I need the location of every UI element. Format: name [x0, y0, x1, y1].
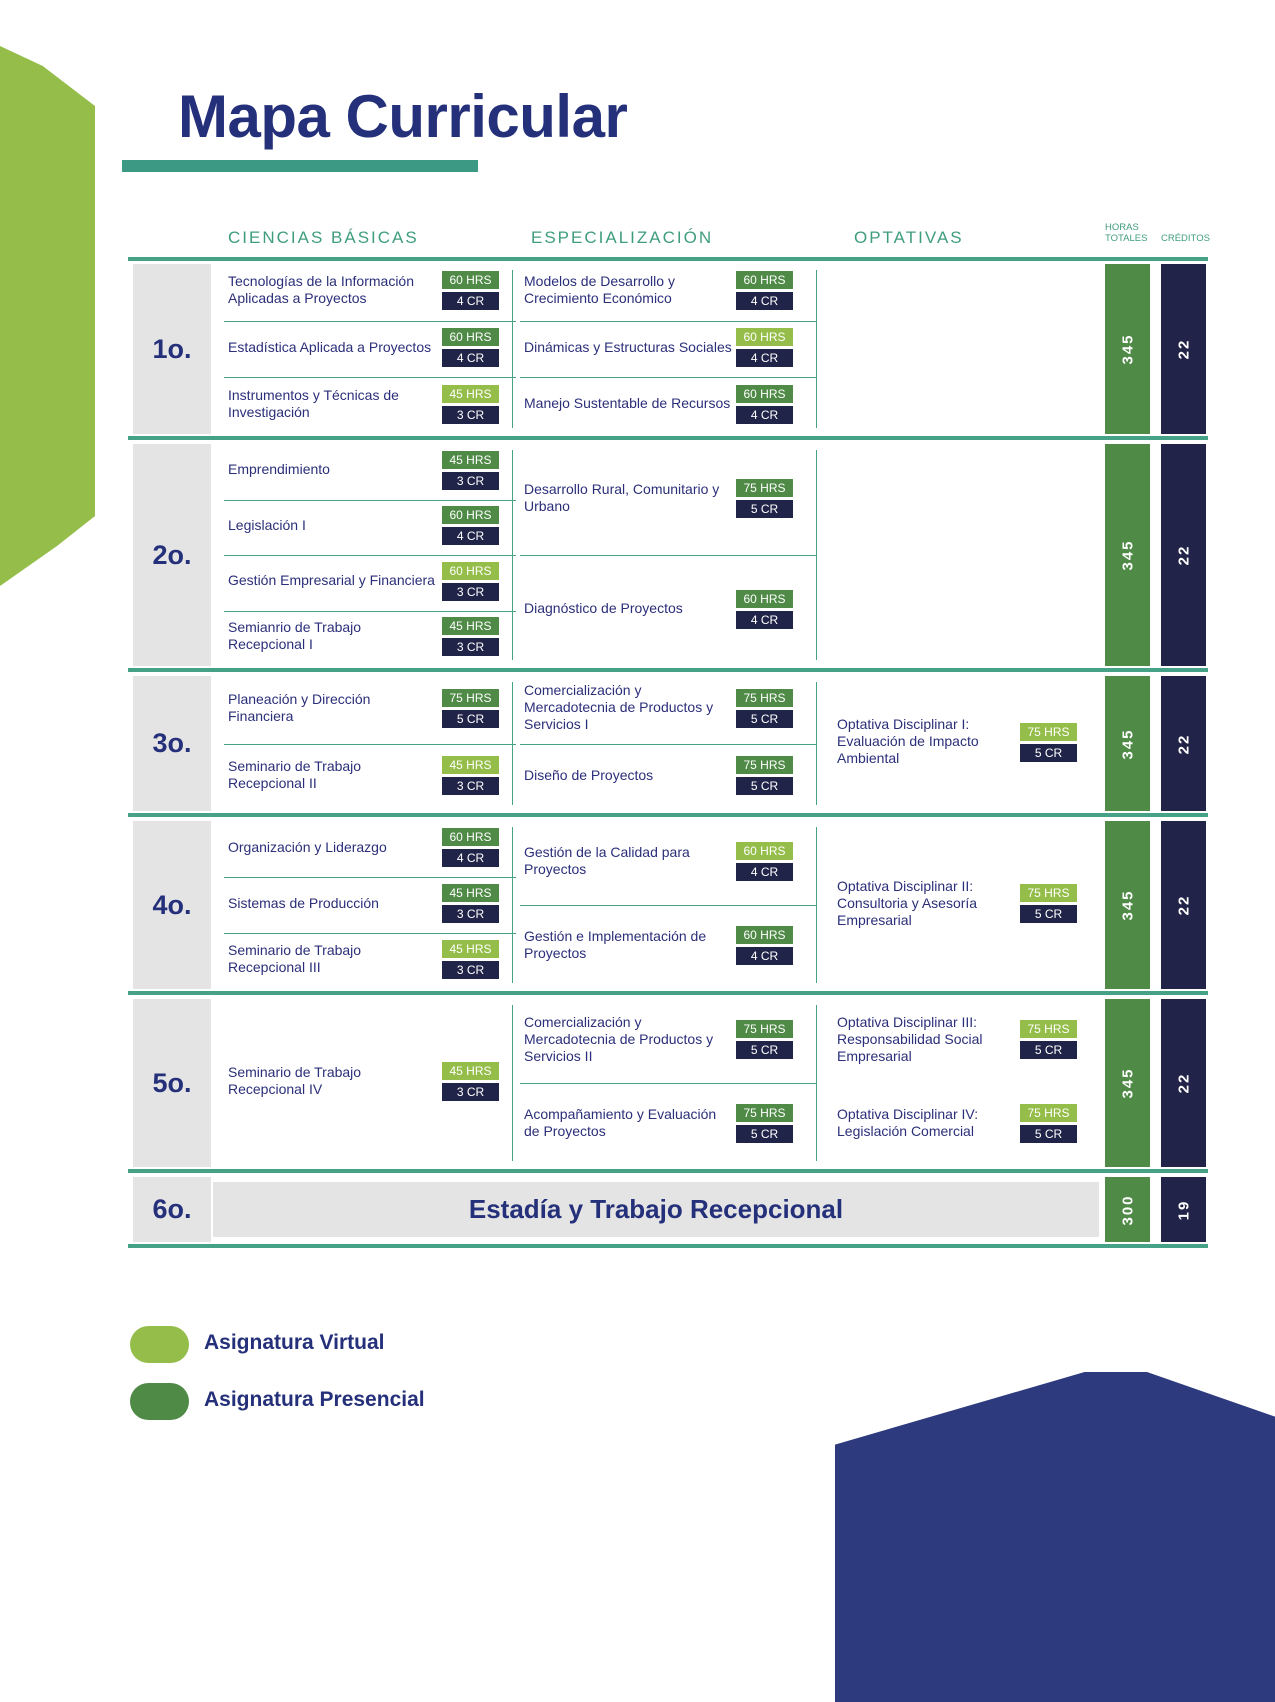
subject-name: Seminario de Trabajo Recepcional III	[228, 942, 362, 975]
subject-badge	[1020, 723, 1077, 763]
subject-credits-tag: 5 CR	[1020, 744, 1077, 762]
subject-credits-tag: 4 CR	[736, 349, 793, 367]
subject-separator	[224, 877, 516, 878]
subject-hours-tag: 45 HRS	[442, 756, 499, 774]
legend-presencial-swatch	[130, 1383, 189, 1420]
total-credits-value: 22	[1175, 1072, 1192, 1094]
subject-credits-tag: 5 CR	[736, 710, 793, 728]
subject-hours-tag: 75 HRS	[736, 756, 793, 774]
subject-credits-tag: 3 CR	[442, 961, 499, 979]
subject-badge	[1020, 884, 1077, 924]
subject-separator	[224, 321, 516, 322]
total-hours-bar	[1105, 444, 1150, 666]
subject-badge	[442, 884, 499, 924]
total-hours-bar	[1105, 676, 1150, 811]
subject-badge	[442, 385, 499, 425]
row-separator-line	[128, 1244, 1208, 1248]
subject-separator	[224, 933, 516, 934]
subject-separator	[520, 905, 816, 906]
subject-credits-tag: 5 CR	[736, 1041, 793, 1059]
subject-credits-tag: 4 CR	[736, 947, 793, 965]
subject-credits-tag: 3 CR	[442, 777, 499, 795]
subject-badge	[442, 1062, 499, 1102]
total-credits-value: 19	[1175, 1199, 1192, 1220]
subject-badge	[736, 328, 793, 368]
subject-hours-tag: 60 HRS	[442, 562, 499, 580]
semester-label: 5o.	[133, 999, 211, 1167]
semester-label: 4o.	[133, 821, 211, 989]
subject-credits-tag: 5 CR	[736, 777, 793, 795]
subject-hours-tag: 60 HRS	[736, 271, 793, 289]
subject-credits-tag: 5 CR	[1020, 1125, 1077, 1143]
total-hours-value: 345	[1119, 889, 1136, 921]
total-credits-bar	[1161, 264, 1206, 434]
subject-name: Acompañamiento y Evaluación de Proyectos	[524, 1106, 717, 1139]
subject-badge	[442, 617, 499, 657]
subject-name: Dinámicas y Estructuras Sociales	[524, 338, 732, 355]
subject-badge	[442, 328, 499, 368]
subject-credits-tag: 3 CR	[442, 1083, 499, 1101]
total-hours-value: 300	[1119, 1193, 1136, 1226]
subject-hours-tag: 45 HRS	[442, 385, 499, 403]
subject-name: Desarrollo Rural, Comunitario y Urbano	[524, 480, 720, 514]
row-separator-line	[128, 1169, 1208, 1173]
column-divider	[816, 450, 817, 660]
semester-label: 2o.	[133, 444, 211, 666]
subject-hours-tag: 60 HRS	[736, 926, 793, 944]
subject-hours-tag: 45 HRS	[442, 884, 499, 902]
subject-badge	[736, 689, 793, 729]
subject-badge	[442, 506, 499, 546]
legend-virtual-swatch	[130, 1326, 189, 1363]
subject-name: Optativa Disciplinar I: Evaluación de Impacto Ambiental	[837, 716, 979, 766]
subject-hours-tag: 75 HRS	[1020, 884, 1077, 902]
final-activity-block: Estadía y Trabajo Recepcional	[213, 1182, 1099, 1237]
subject-hours-tag: 45 HRS	[442, 617, 499, 635]
subject-hours-tag: 75 HRS	[736, 689, 793, 707]
column-header-horas	[1105, 222, 1147, 244]
subject-separator	[224, 377, 516, 378]
subject-badge	[442, 562, 499, 602]
column-header-creditos: CRÉDITOS	[1161, 233, 1210, 244]
subject-name: Estadística Aplicada a Proyectos	[228, 338, 432, 355]
subject-separator	[520, 1083, 816, 1084]
subject-credits-tag: 3 CR	[442, 905, 499, 923]
total-credits-bar	[1161, 676, 1206, 811]
subject-separator	[520, 377, 816, 378]
subject-name: Gestión e Implementación de Proyectos	[524, 928, 707, 961]
subject-credits-tag: 4 CR	[736, 863, 793, 881]
column-header-horas-line1: HORAS	[1105, 222, 1139, 233]
subject-credits-tag: 5 CR	[1020, 1041, 1077, 1059]
subject-credits-tag: 3 CR	[442, 583, 499, 601]
subject-hours-tag: 60 HRS	[736, 328, 793, 346]
subject-separator	[224, 555, 516, 556]
subject-credits-tag: 4 CR	[442, 292, 499, 310]
row-separator-line	[128, 257, 1208, 261]
total-credits-value: 22	[1175, 894, 1192, 916]
bottom-right-decorative-shape	[835, 1372, 1275, 1702]
subject-badge	[442, 756, 499, 796]
subject-badge	[736, 842, 793, 882]
subject-hours-tag: 60 HRS	[442, 271, 499, 289]
subject-name: Organización y Liderazgo	[228, 838, 387, 855]
total-credits-bar	[1161, 821, 1206, 989]
subject-hours-tag: 60 HRS	[736, 385, 793, 403]
total-credits-bar	[1161, 444, 1206, 666]
total-hours-bar	[1105, 821, 1150, 989]
subject-hours-tag: 75 HRS	[1020, 1020, 1077, 1038]
total-hours-bar	[1105, 264, 1150, 434]
title-underline	[122, 160, 478, 172]
subject-badge	[736, 590, 793, 630]
subject-name: Seminario de Trabajo Recepcional II	[228, 758, 362, 792]
column-divider	[512, 827, 513, 983]
column-header-especializacion: ESPECIALIZACIÓN	[531, 228, 714, 247]
total-hours-value: 345	[1119, 333, 1136, 365]
subject-badge	[442, 689, 499, 729]
subject-name: Planeación y Dirección Financiera	[228, 690, 371, 724]
subject-hours-tag: 75 HRS	[736, 1104, 793, 1122]
total-credits-bar	[1161, 1177, 1206, 1242]
row-separator-line	[128, 436, 1208, 440]
subject-name: Gestión Empresarial y Financiera	[228, 572, 435, 589]
subject-badge	[442, 828, 499, 868]
row-separator-line	[128, 813, 1208, 817]
total-hours-value: 345	[1119, 727, 1136, 760]
total-credits-value: 22	[1175, 733, 1192, 754]
subject-hours-tag: 60 HRS	[442, 328, 499, 346]
subject-separator	[520, 744, 816, 745]
subject-hours-tag: 60 HRS	[736, 842, 793, 860]
left-decorative-shape	[0, 46, 95, 586]
subject-badge	[736, 385, 793, 425]
subject-separator	[224, 500, 516, 501]
subject-name: Comercialización y Mercadotecnia de Productos y Servicios II	[524, 1013, 714, 1064]
semester-label: 6o.	[133, 1177, 211, 1242]
subject-credits-tag: 5 CR	[736, 1125, 793, 1143]
subject-name: Modelos de Desarrollo y Crecimiento Económico	[524, 273, 675, 307]
semester-label: 3o.	[133, 676, 211, 811]
subject-credits-tag: 4 CR	[736, 406, 793, 424]
total-hours-value: 345	[1119, 1067, 1136, 1099]
subject-badge	[736, 1020, 793, 1060]
subject-name: Seminario de Trabajo Recepcional IV	[228, 1064, 362, 1097]
page-title: Mapa Curricular	[178, 83, 628, 150]
subject-badge	[736, 271, 793, 311]
total-hours-bar	[1105, 999, 1150, 1167]
row-separator-line	[128, 991, 1208, 995]
total-hours-bar	[1105, 1177, 1150, 1242]
column-header-ciencias: CIENCIAS BÁSICAS	[228, 228, 419, 247]
subject-badge	[1020, 1020, 1077, 1060]
subject-credits-tag: 4 CR	[442, 349, 499, 367]
legend-virtual-label: Asignatura Virtual	[204, 1331, 385, 1354]
column-divider	[816, 1005, 817, 1161]
column-divider	[512, 1005, 513, 1161]
total-credits-value: 22	[1175, 544, 1192, 566]
column-divider	[816, 827, 817, 983]
subject-name: Gestión de la Calidad para Proyectos	[524, 844, 690, 877]
subject-name: Instrumentos y Técnicas de Investigación	[228, 386, 399, 420]
subject-name: Diagnóstico de Proyectos	[524, 600, 683, 616]
subject-name: Sistemas de Producción	[228, 894, 379, 911]
column-header-horas-line2: TOTALES	[1105, 233, 1148, 244]
subject-hours-tag: 75 HRS	[442, 689, 499, 707]
subject-name: Tecnologías de la Información Aplicadas a Proyectos	[228, 273, 414, 307]
semester-label: 1o.	[133, 264, 211, 434]
total-credits-value: 22	[1175, 338, 1192, 360]
subject-name: Optativa Disciplinar IV: Legislación Comercial	[837, 1106, 979, 1139]
legend-presencial-label: Asignatura Presencial	[204, 1388, 425, 1411]
total-hours-value: 345	[1119, 539, 1136, 571]
subject-name: Optativa Disciplinar II: Consultoria y Asesoría Empresarial	[837, 877, 978, 928]
subject-hours-tag: 75 HRS	[1020, 723, 1077, 741]
subject-credits-tag: 4 CR	[442, 849, 499, 867]
subject-hours-tag: 60 HRS	[442, 506, 499, 524]
subject-credits-tag: 5 CR	[736, 500, 793, 518]
subject-badge	[442, 451, 499, 491]
subject-hours-tag: 45 HRS	[442, 940, 499, 958]
subject-credits-tag: 5 CR	[442, 710, 499, 728]
subject-separator	[520, 555, 816, 556]
subject-hours-tag: 75 HRS	[736, 1020, 793, 1038]
column-divider	[816, 682, 817, 805]
subject-name: Diseño de Proyectos	[524, 766, 654, 783]
subject-badge	[736, 756, 793, 796]
subject-badge	[736, 1104, 793, 1144]
subject-name: Optativa Disciplinar III: Responsabilidad Social Empresarial	[837, 1013, 983, 1064]
subject-hours-tag: 75 HRS	[1020, 1104, 1077, 1122]
subject-name: Semianrio de Trabajo Recepcional I	[228, 619, 362, 653]
subject-hours-tag: 45 HRS	[442, 1062, 499, 1080]
subject-name: Emprendimiento	[228, 461, 330, 478]
total-credits-bar	[1161, 999, 1206, 1167]
subject-credits-tag: 3 CR	[442, 406, 499, 424]
subject-hours-tag: 45 HRS	[442, 451, 499, 469]
row-separator-line	[128, 668, 1208, 672]
subject-name: Comercialización y Mercadotecnia de Productos y Servicios I	[524, 682, 714, 733]
column-divider	[816, 270, 817, 428]
subject-badge	[736, 479, 793, 519]
column-header-optativas: OPTATIVAS	[854, 228, 964, 247]
subject-badge	[1020, 1104, 1077, 1144]
column-divider	[512, 270, 513, 428]
subject-credits-tag: 4 CR	[736, 292, 793, 310]
subject-badge	[442, 271, 499, 311]
subject-credits-tag: 4 CR	[442, 527, 499, 545]
subject-hours-tag: 60 HRS	[442, 828, 499, 846]
subject-hours-tag: 60 HRS	[736, 590, 793, 608]
subject-name: Legislación I	[228, 516, 306, 533]
subject-credits-tag: 3 CR	[442, 638, 499, 656]
subject-credits-tag: 3 CR	[442, 472, 499, 490]
subject-hours-tag: 75 HRS	[736, 479, 793, 497]
subject-separator	[224, 611, 516, 612]
subject-credits-tag: 4 CR	[736, 611, 793, 629]
subject-badge	[442, 940, 499, 980]
subject-name: Manejo Sustentable de Recursos	[524, 395, 731, 412]
subject-credits-tag: 5 CR	[1020, 905, 1077, 923]
subject-badge	[736, 926, 793, 966]
subject-separator	[224, 744, 516, 745]
subject-separator	[520, 321, 816, 322]
